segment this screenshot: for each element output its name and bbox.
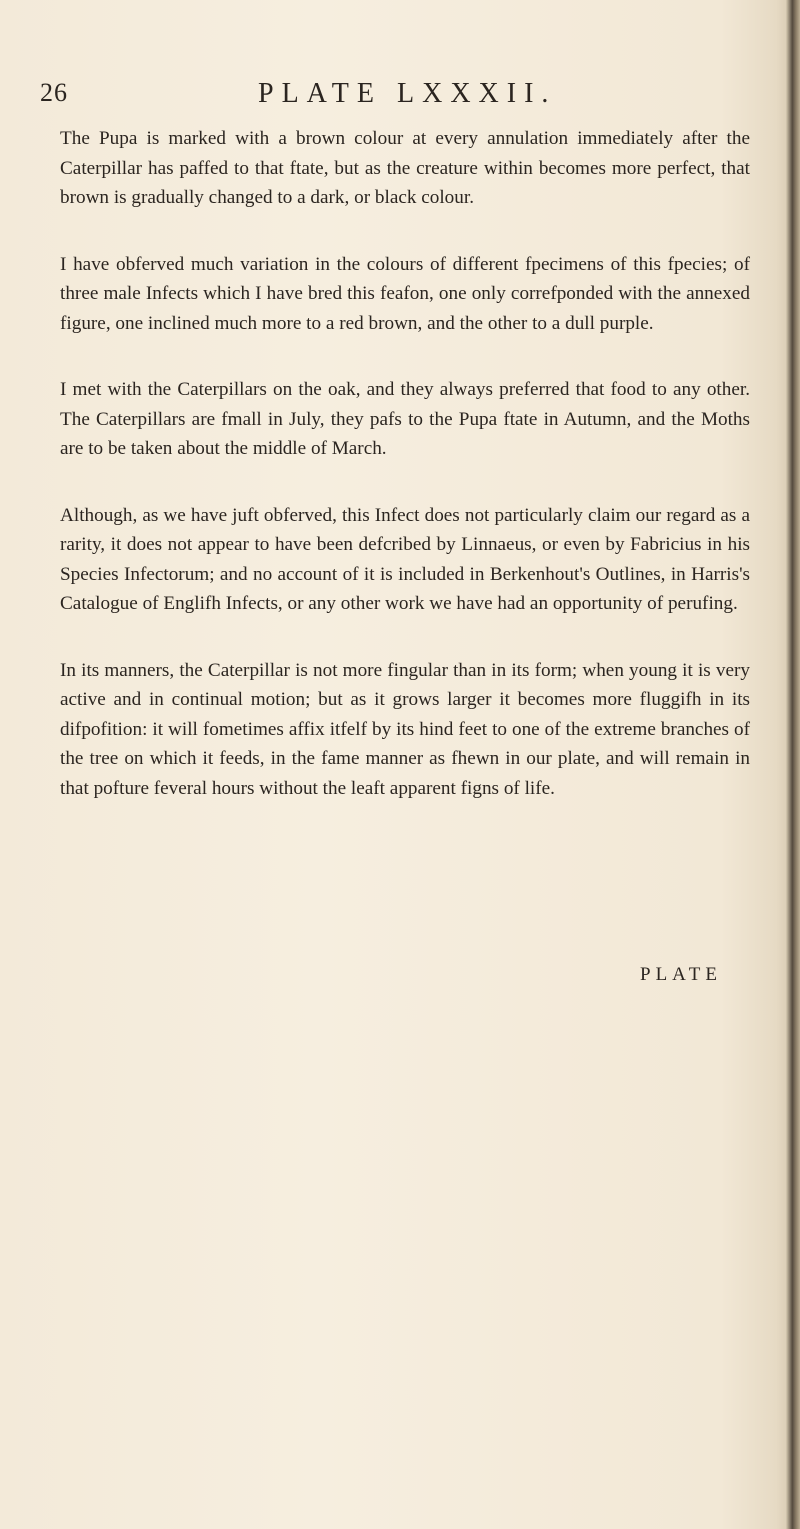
page-number: 26	[40, 78, 68, 107]
running-title: PLATE LXXXII.	[258, 78, 557, 109]
paragraph-colour-variation: I have obferved much variation in the colours of different fpecimens of this fpecies; of three male Infects which I have bred this feafon, one only correfponded with the annexed figure, one inclined much more to a red brown, and the other to a dull purple.	[60, 253, 750, 334]
catchword: PLATE	[640, 964, 722, 985]
body-text	[60, 124, 750, 840]
page-header	[40, 78, 760, 122]
page-edge-shadow	[786, 0, 800, 1529]
paragraph-pupa-colour: The Pupa is marked with a brown colour at every annulation immediately after the Caterpillar has paffed to that ftate, but as the creature within becomes more perfect, that brown is gradually changed to a dark, or black colour.	[60, 128, 750, 208]
paragraph-food-and-season: I met with the Caterpillars on the oak, and they always preferred that food to any other. The Caterpillars are fmall in July, they pafs to the Pupa ftate in Autumn, and the Moths are to be taken about the middle of March.	[60, 379, 750, 459]
paragraph-manners: In its manners, the Caterpillar is not more fingular than in its form; when young it is very active and in continual motion; but as it grows larger it becomes more fluggifh in its difpofition: it will fometimes affix itfelf by its hind feet to one of the extreme branches of the tree on which it feeds, in the fame manner as fhewn in our plate, and will remain in that pofture feveral hours without the leaft apparent figns of life.	[60, 659, 750, 799]
paragraph-rarity: Although, as we have juft obferved, this Infect does not particularly claim our regard as a rarity, it does not appear to have been defcribed by Linnaeus, or even by Fabricius in his Species Infectorum; and no account of it is included in Berkenhout's Outlines, in Harris's Catalogue of Englifh Infects, or any other work we have had an opportunity of perufing.	[60, 504, 750, 614]
